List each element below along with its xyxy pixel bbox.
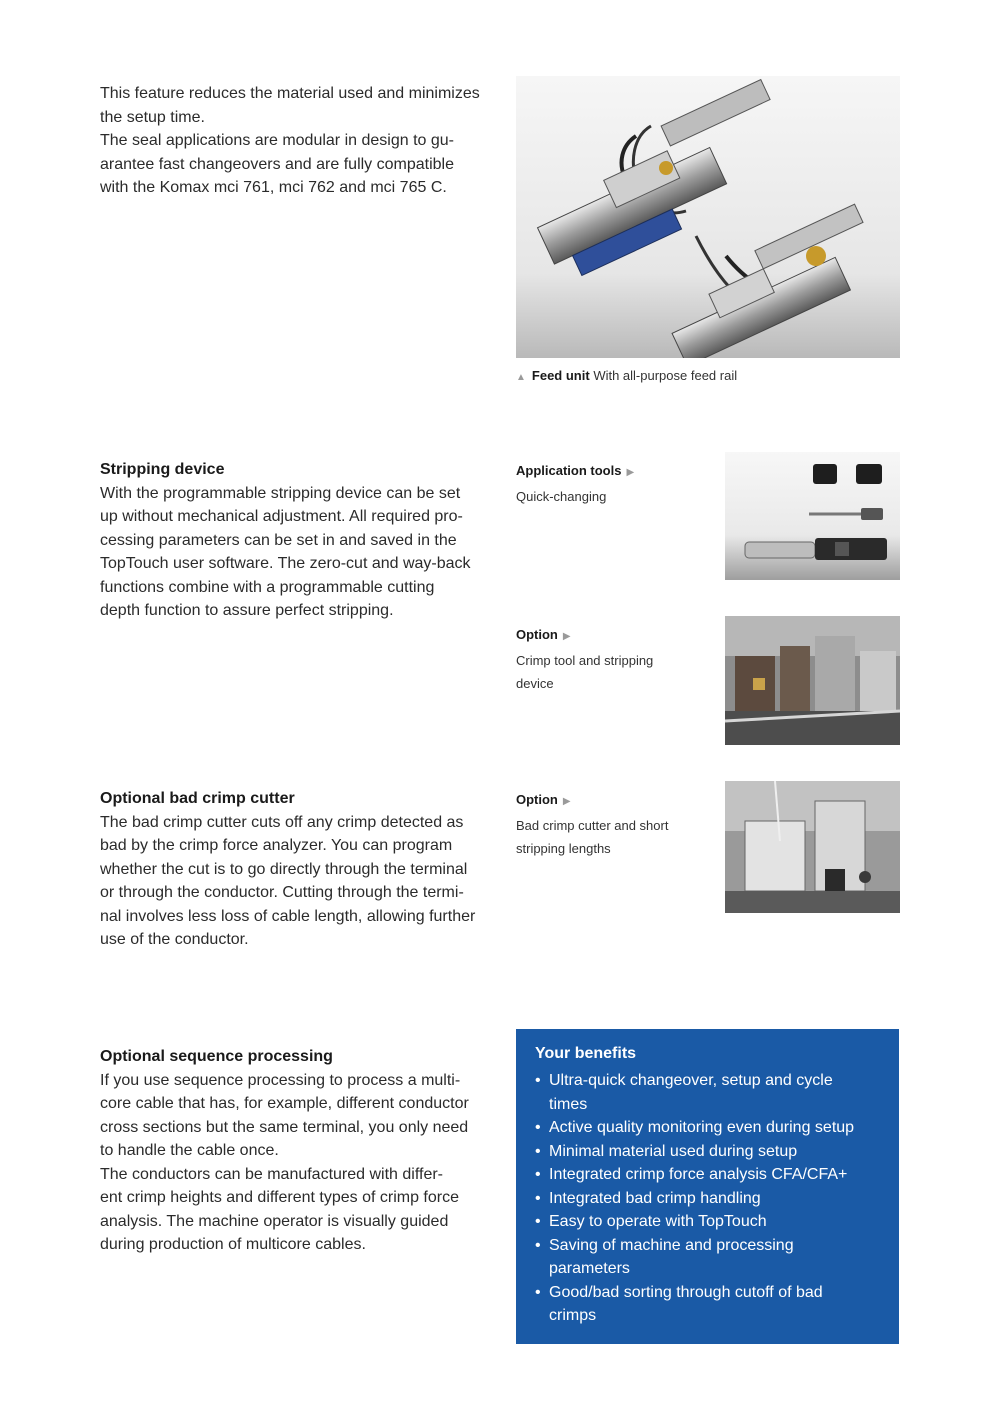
caption-text: With all-purpose feed rail	[593, 368, 738, 383]
benefit-item	[535, 1069, 890, 1116]
benefit-item	[535, 1116, 890, 1140]
triangle-right-icon: ▶	[626, 467, 635, 478]
benefit-text: Integrated bad crimp handling	[549, 1189, 761, 1207]
section-heading: Optional sequence processing	[100, 1048, 333, 1065]
intro-paragraph	[100, 82, 500, 200]
bullet-icon: •	[535, 1213, 541, 1230]
benefit-text: Minimal material used during setup	[549, 1142, 798, 1160]
bad-crimp-line: use of the conductor.	[100, 931, 249, 948]
sequence-line: to handle the cable once.	[100, 1142, 279, 1159]
stripping-line: cessing parameters can be set in and saved in the	[100, 531, 457, 549]
bad-crimp-cutter-photo	[725, 781, 900, 913]
triangle-right-icon: ▶	[562, 631, 571, 642]
bullet-icon: •	[535, 1189, 541, 1207]
intro-line: This feature reduces the material used and minimizes	[100, 85, 480, 102]
caption-title: Feed unit	[531, 368, 590, 383]
bullet-icon: •	[535, 1119, 541, 1136]
sequence-line: The conductors can be manufactured with differ-	[100, 1165, 443, 1183]
benefit-item	[535, 1140, 890, 1164]
bullet-icon: •	[535, 1142, 541, 1160]
application-tools-photo	[725, 452, 900, 580]
sequence-line: ent crimp heights and different types of crimp force	[100, 1189, 459, 1206]
benefit-item	[535, 1163, 890, 1187]
benefit-item	[535, 1234, 890, 1281]
benefit-text: crimps	[549, 1307, 597, 1324]
triangle-up-icon: ▲	[516, 372, 526, 383]
intro-line: arantee fast changeovers and are fully compatible	[100, 155, 454, 173]
bullet-icon: •	[535, 1236, 541, 1254]
caption-text: stripping lengths	[516, 841, 611, 856]
option-bad-crimp-caption	[516, 788, 668, 861]
benefit-text: times	[549, 1095, 588, 1113]
benefit-item	[535, 1210, 890, 1234]
caption-text: device	[516, 676, 554, 691]
bad-crimp-line: whether the cut is to go directly through the terminal	[100, 860, 468, 878]
stripping-line: functions combine with a programmable cutting	[100, 578, 435, 596]
triangle-right-icon: ▶	[562, 796, 571, 807]
stripping-line: depth function to assure perfect stripping.	[100, 602, 394, 619]
bullet-icon: •	[535, 1072, 541, 1089]
caption-text: Crimp tool and stripping	[516, 652, 654, 668]
benefits-title: Your benefits	[535, 1045, 637, 1062]
application-tools-caption	[516, 459, 634, 508]
benefit-text: parameters	[549, 1260, 630, 1277]
stripping-line: up without mechanical adjustment. All required pro-	[100, 508, 463, 525]
benefit-item	[535, 1281, 890, 1328]
benefits-box	[516, 1029, 899, 1344]
benefit-text: Active quality monitoring even during setup	[549, 1119, 855, 1136]
bad-crimp-section	[100, 787, 500, 952]
bad-crimp-line: The bad crimp cutter cuts off any crimp detected as	[100, 813, 464, 831]
benefit-item	[535, 1187, 890, 1211]
option-crimp-tool-caption	[516, 623, 653, 696]
feed-unit-caption	[516, 364, 737, 390]
feed-unit-photo	[516, 76, 900, 358]
intro-line: The seal applications are modular in design to gu-	[100, 132, 454, 149]
benefit-text: Integrated crimp force analysis CFA/CFA+	[549, 1166, 848, 1183]
section-heading: Stripping device	[100, 461, 225, 478]
benefits-list	[535, 1069, 890, 1328]
stripping-line: TopTouch user software. The zero-cut and way-back	[100, 555, 471, 572]
benefit-text: Easy to operate with TopTouch	[549, 1213, 767, 1230]
crimp-tool-photo	[725, 616, 900, 745]
sequence-line: If you use sequence processing to process a multi-	[100, 1071, 461, 1089]
benefit-text: Ultra-quick changeover, setup and cycle	[549, 1072, 833, 1089]
caption-title: Option	[516, 792, 558, 807]
sequence-line: analysis. The machine operator is visually guided	[100, 1212, 449, 1230]
stripping-line: With the programmable stripping device can be set	[100, 484, 461, 502]
caption-text: Quick-changing	[516, 488, 607, 504]
bullet-icon: •	[535, 1166, 541, 1183]
intro-line: with the Komax mci 761, mci 762 and mci 765 C.	[100, 179, 447, 196]
stripping-section	[100, 458, 500, 623]
section-heading: Optional bad crimp cutter	[100, 790, 295, 807]
bad-crimp-line: or through the conductor. Cutting through the termi-	[100, 884, 464, 901]
benefit-text: Saving of machine and processing	[549, 1236, 794, 1254]
bad-crimp-line: nal involves less loss of cable length, allowing further	[100, 907, 476, 925]
intro-line: the setup time.	[100, 108, 205, 126]
sequence-line: core cable that has, for example, different conductor	[100, 1095, 469, 1112]
bullet-icon: •	[535, 1283, 541, 1301]
sequence-line: during production of multicore cables.	[100, 1236, 366, 1253]
sequence-line: cross sections but the same terminal, you only need	[100, 1118, 469, 1136]
bad-crimp-line: bad by the crimp force analyzer. You can program	[100, 837, 453, 854]
caption-title: Application tools	[516, 463, 622, 478]
sequence-section	[100, 1045, 500, 1257]
caption-text: Bad crimp cutter and short	[516, 817, 669, 833]
benefit-text: Good/bad sorting through cutoff of bad	[549, 1283, 823, 1301]
caption-title: Option	[516, 627, 558, 642]
